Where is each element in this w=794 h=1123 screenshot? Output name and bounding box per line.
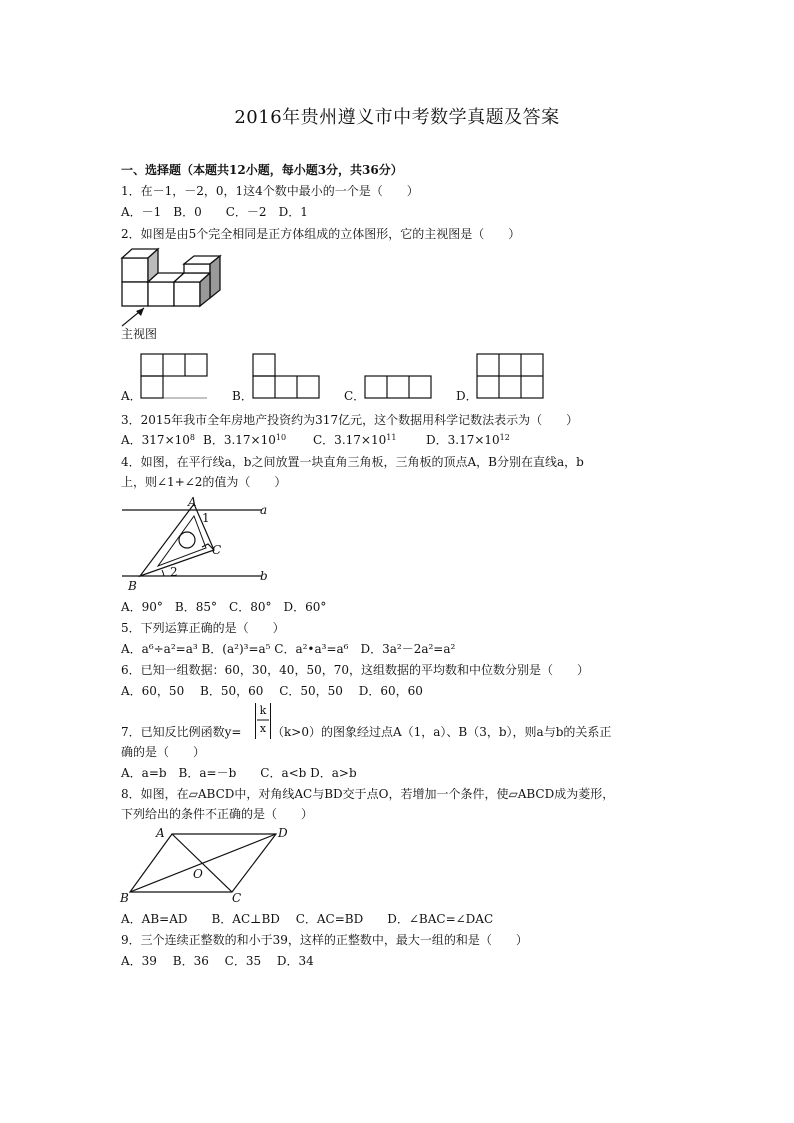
q8-parallelogram-figure (118, 826, 288, 906)
q4-triangle-figure (118, 494, 278, 592)
q8-stem-line1: 8．如图，在▱ABCD中，对角线AC与BD交于点O，若增加一个条件，使▱ABCD成为菱形， (121, 787, 615, 801)
q4-label-A: A (188, 495, 197, 509)
q8-label-C: C (232, 891, 242, 905)
q2-option-b-label: B． (232, 389, 253, 403)
q7-stem-pre: 7．已知反比例函数y= (121, 725, 242, 739)
q7-stem-post: （k>0）的图象经过点A（1，a）、B（3，b），则a与b的关系正 (272, 725, 612, 739)
q4-stem-line1: 4．如图，在平行线a，b之间放置一块直角三角板，三角板的顶点A，B分别在直线a，b (121, 455, 584, 469)
q7-fraction-numerator: k (259, 704, 267, 717)
q4-stem-line2: 上，则∠1+∠2的值为（ ） (121, 475, 287, 489)
q4-label-a: a (260, 503, 268, 517)
q6-options: A．60，50 B．50，60 C．50，50 D．60，60 (121, 684, 423, 698)
q7-stem-line2: 确的是（ ） (121, 745, 206, 759)
q2-option-b-figure (250, 352, 322, 400)
q7-fraction-denominator: x (259, 722, 267, 735)
q3-stem: 3．2015年我市全年房地产投资约为317亿元，这个数据用科学记数法表示为（ ） (121, 413, 579, 427)
q3-option-d: D．$3.17\times 10^{12}$ (426, 433, 510, 447)
q2-view-arrow (118, 306, 158, 328)
q2-stem: 2．如图是由5个完全相同是正方体组成的立体图形，它的主视图是（ ） (121, 227, 521, 241)
q7-options: A．a=b B．a=－b C．a<b D．a>b (121, 766, 357, 780)
q1-options: A．－1 B．0 C．－2 D．1 (121, 205, 308, 219)
q2-option-c-label: C． (344, 389, 366, 403)
q8-label-B: B (120, 891, 129, 905)
q4-label-C: C (212, 543, 222, 557)
q8-label-A: A (156, 826, 165, 840)
section-heading: 一、选择题（本题共12小题，每小题3分，共36分） (121, 163, 403, 177)
q2-option-c-figure (362, 352, 434, 400)
q2-option-d-label: D． (456, 389, 478, 403)
q9-stem: 9．三个连续正整数的和小于39，这样的正整数中，最大一组的和是（ ） (121, 933, 528, 947)
q4-options: A．90° B．85° C．80° D．60° (121, 600, 327, 614)
q8-label-O: O (193, 867, 203, 881)
q4-label-2: 2 (170, 565, 178, 579)
q6-stem: 6．已知一组数据：60，30，40，50，70，这组数据的平均数和中位数分别是（ ） (121, 663, 589, 677)
q3-option-b: B．$3.17\times 10^{10}$ (203, 433, 287, 447)
q2-figure-label: 主视图 (121, 327, 158, 341)
q9-options: A．39 B．36 C．35 D．34 (121, 954, 314, 968)
q4-label-1: 1 (202, 511, 210, 525)
q2-option-a-label: A． (121, 389, 142, 403)
q4-label-b: b (260, 569, 268, 583)
page-title: 2016年贵州遵义市中考数学真题及答案 (234, 107, 560, 128)
q3-option-c: C．$3.17\times 10^{11}$ (313, 433, 397, 447)
q2-option-d-figure (474, 352, 546, 400)
q5-options: A．a⁶÷a²=a³ B．(a²)³=a⁵ C．a²•a³=a⁶ D．3a²－2a²=a² (121, 642, 456, 656)
q5-stem: 5．下列运算正确的是（ ） (121, 621, 285, 635)
q8-options: A．AB=AD B．AC⊥BD C．AC=BD D．∠BAC=∠DAC (121, 912, 494, 926)
q3-option-a: A．$317\times 10^8$ (121, 433, 195, 447)
q8-stem-line2: 下列给出的条件不正确的是（ ） (121, 807, 314, 821)
q8-label-D: D (278, 826, 288, 840)
q1-stem: 1．在－1，－2，0，1这4个数中最小的一个是（ ） (121, 184, 419, 198)
q4-label-B: B (128, 579, 137, 593)
q2-option-a-figure (138, 352, 210, 400)
